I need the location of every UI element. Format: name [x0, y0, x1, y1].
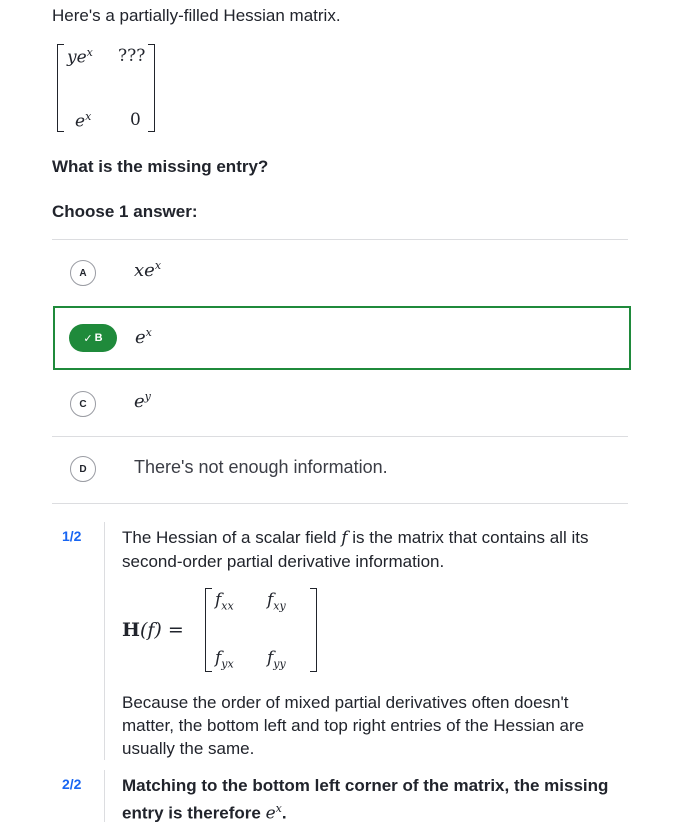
choice-b[interactable] — [53, 306, 631, 370]
hessian-entry-xy: $f_{xy}$ — [267, 590, 286, 613]
hint-1-divider — [104, 522, 105, 760]
hessian-entry-yy: $f_{yy}$ — [267, 648, 286, 671]
choice-d-letter: D — [70, 456, 96, 482]
choice-d[interactable] — [52, 436, 628, 504]
choice-b-letter: B — [94, 332, 103, 344]
hint-2-divider — [104, 770, 105, 822]
matrix-entry-r1c1: $ye^x$ — [67, 46, 93, 68]
choice-c-letter: C — [70, 391, 96, 417]
matrix-right-bracket — [148, 44, 155, 132]
choice-b-text: $e^x$ — [135, 326, 152, 348]
choice-a-letter: A — [70, 260, 96, 286]
matrix-entry-r2c1: $e^x$ — [75, 110, 92, 132]
matrix-entry-r2c2: 0 — [130, 110, 141, 130]
hessian-left-bracket — [205, 588, 212, 672]
matrix-entry-missing: ??? — [118, 46, 146, 66]
hint-1-text: The Hessian of a scalar field f is the matrix that contains all its second-order partial derivative information. — [122, 528, 589, 571]
hint-2-text: Matching to the bottom left corner of the matrix, the missing entry is therefore $e^x$. — [122, 776, 609, 824]
hessian-entry-xx: $f_{xx}$ — [215, 590, 234, 613]
choice-c-text: $e^y$ — [134, 390, 151, 412]
question-intro: Here's a partially-filled Hessian matrix. — [52, 6, 341, 25]
choices-bottom-divider — [52, 503, 628, 504]
hessian-right-bracket — [310, 588, 317, 672]
choose-label: Choose 1 answer: — [52, 202, 198, 221]
question-matrix — [57, 44, 155, 132]
choice-b-correct-badge — [69, 324, 117, 352]
hessian-entry-yx: $f_{yx}$ — [215, 648, 234, 671]
choice-d-text: There's not enough information. — [134, 457, 388, 477]
check-icon: ✓ — [83, 332, 93, 345]
hint-1-number: 1/2 — [62, 528, 82, 544]
matrix-left-bracket — [57, 44, 64, 132]
hessian-formula-lhs: H(f) = — [122, 619, 184, 641]
hint-2-number: 2/2 — [62, 776, 82, 792]
question-prompt: What is the missing entry? — [52, 157, 269, 176]
choice-a[interactable] — [52, 239, 628, 306]
choice-a-text: $xe^x$ — [134, 259, 162, 281]
hint-1-note: Because the order of mixed partial derivatives often doesn't matter, the bottom left and top right entries of the Hessian are usually the same. — [122, 693, 585, 758]
hessian-general-matrix — [205, 588, 317, 672]
choice-c[interactable] — [52, 370, 628, 436]
